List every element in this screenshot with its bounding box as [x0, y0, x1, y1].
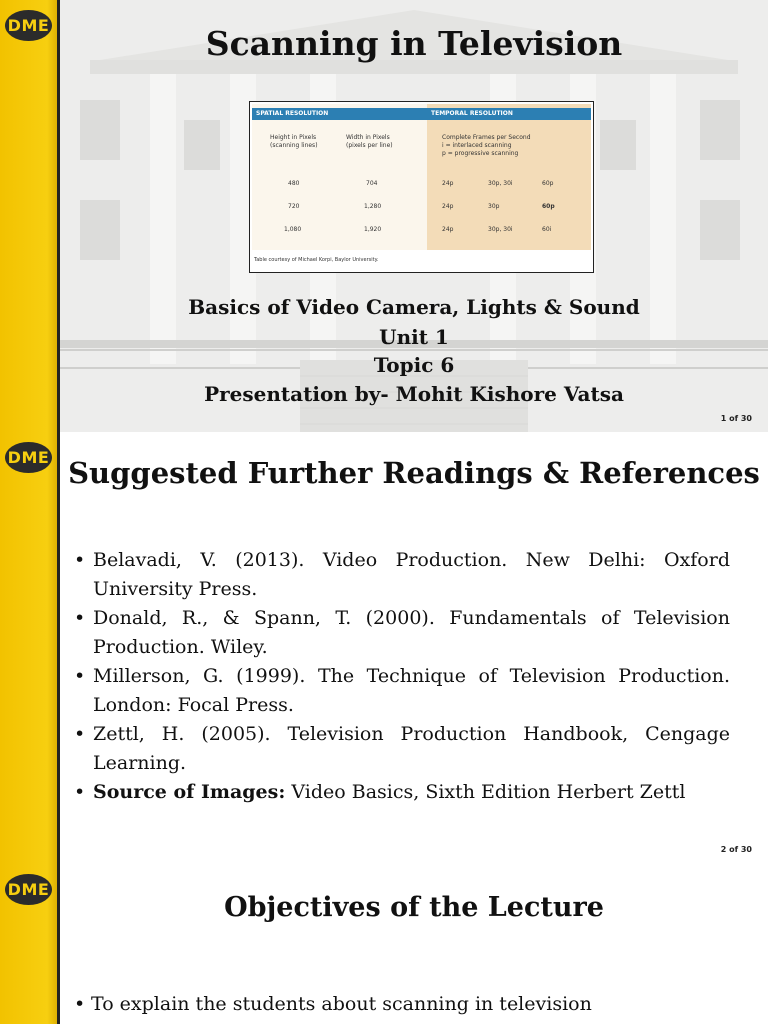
cell-frames: 24p: [442, 226, 454, 233]
list-item: • Zettl, H. (2005). Television Production Handbook, Cengage Learning.: [74, 720, 730, 778]
list-item: • To explain the students about scanning in television: [74, 990, 730, 1018]
cell-frames: 30p, 30i: [488, 226, 513, 233]
list-item: • Millerson, G. (1999). The Technique of Television Production. London: Focal Press.: [74, 662, 730, 720]
page-number: 2 of 30: [720, 845, 752, 854]
reference-list: [74, 546, 730, 807]
presenter-label: Presentation by- Mohit Kishore Vatsa: [204, 382, 624, 406]
cell-height: 480: [288, 180, 300, 187]
page-number: 1 of 30: [720, 414, 752, 423]
sidebar-stripe: [0, 0, 59, 432]
slide-1: [0, 0, 768, 432]
list-item: • Donald, R., & Spann, T. (2000). Fundamentals of Television Production. Wiley.: [74, 604, 730, 662]
course-title: Basics of Video Camera, Lights & Sound: [188, 295, 640, 319]
cell-frames: 24p: [442, 180, 454, 187]
cell-frames: 60i: [542, 226, 552, 233]
cell-width: 1,920: [364, 226, 382, 233]
col-height-header: Height in Pixels (scanning lines): [270, 134, 318, 149]
cell-frames: 24p: [442, 203, 454, 210]
topic-label: Topic 6: [373, 353, 455, 377]
unit-label: Unit 1: [379, 325, 449, 349]
slide-title: Objectives of the Lecture: [224, 892, 604, 923]
dme-logo: DME: [5, 874, 52, 905]
source-text: Video Basics, Sixth Edition Herbert Zettl: [285, 781, 686, 803]
sidebar-edge: [57, 864, 60, 1024]
slide-title: Suggested Further Readings & References: [68, 456, 760, 490]
cell-height: 1,080: [284, 226, 302, 233]
list-item: • Belavadi, V. (2013). Video Production. New Delhi: Oxford University Press.: [74, 546, 730, 604]
resolution-table-image: [249, 101, 594, 273]
col-frames-header: Complete Frames per Second i = interlaced scanning p = progressive scanning: [442, 134, 531, 157]
cell-frames: 30p: [488, 203, 500, 210]
temporal-header: TEMPORAL RESOLUTION: [427, 108, 591, 120]
slide-2: [0, 432, 768, 864]
objectives-list: [74, 990, 730, 1018]
table-credit: Table courtesy of Michael Korpi, Baylor University.: [254, 257, 379, 263]
slide-title: Scanning in Television: [205, 24, 623, 63]
spatial-panel: [252, 104, 427, 250]
cell-frames: 30p, 30i: [488, 180, 513, 187]
source-label: Source of Images:: [93, 781, 286, 803]
slide-3: [0, 864, 768, 1024]
cell-frames: 60p: [542, 203, 555, 210]
sidebar-edge: [57, 432, 60, 864]
list-item: [74, 778, 730, 807]
cell-height: 720: [288, 203, 300, 210]
dme-logo: DME: [5, 10, 52, 41]
cell-width: 704: [366, 180, 378, 187]
sidebar-stripe: [0, 432, 59, 864]
spatial-header: SPATIAL RESOLUTION: [252, 108, 427, 120]
cell-width: 1,280: [364, 203, 382, 210]
cell-frames: 60p: [542, 180, 554, 187]
col-width-header: Width in Pixels (pixels per line): [346, 134, 393, 149]
dme-logo: DME: [5, 442, 52, 473]
